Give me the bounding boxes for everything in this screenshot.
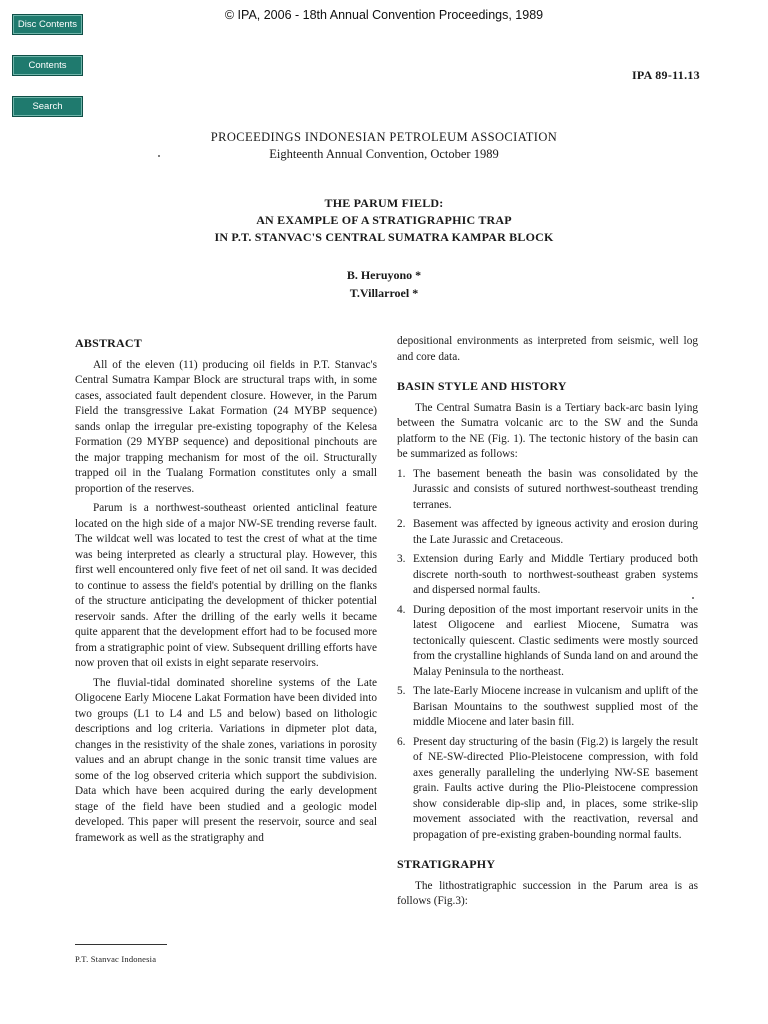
author-1: B. Heruyono * bbox=[346, 268, 422, 282]
title-line-3: IN P.T. STANVAC'S CENTRAL SUMATRA KAMPAR BLOCK bbox=[214, 230, 554, 244]
list-number: 3. bbox=[397, 553, 406, 565]
left-column bbox=[75, 336, 377, 850]
list-item bbox=[397, 735, 698, 844]
list-number: 5. bbox=[397, 685, 406, 697]
list-text: During deposition of the most important reservoir units in the latest Oligocene and earliest Miocene, Sumatra was tectonically quiescent. Clastic sediments were mostly sourced from the crystalline highlands of Sunda land on and around the Malay Peninsula to the northeast. bbox=[413, 603, 698, 678]
list-text: The late-Early Miocene increase in vulcanism and uplift of the Barisan Mountains to the southwest supplied most of the middle Miocene and later basin fill. bbox=[413, 685, 698, 728]
contents-button[interactable]: Contents bbox=[12, 55, 83, 76]
stratigraphy-heading: STRATIGRAPHY bbox=[397, 857, 496, 871]
organization-name: PROCEEDINGS INDONESIAN PETROLEUM ASSOCIATION bbox=[210, 130, 558, 144]
list-text: Basement was affected by igneous activity and erosion during the Late Jurassic and Cretaceous. bbox=[413, 518, 698, 546]
paper-title bbox=[0, 195, 768, 246]
footnote-divider bbox=[75, 944, 167, 945]
scan-speck bbox=[158, 155, 160, 157]
basin-intro: The Central Sumatra Basin is a Tertiary back-arc basin lying between the Sumatra volcanic arc to the SW and the Sunda platform to the NE (Fig. 1). The tectonic history of the basin can be summarized as follows: bbox=[397, 401, 698, 460]
list-text: Extension during Early and Middle Tertiary produced both discrete north-south to northwest-southeast graben systems and dispersed normal faults. bbox=[413, 553, 698, 596]
disc-contents-button[interactable]: Disc Contents bbox=[12, 14, 83, 35]
list-item bbox=[397, 517, 698, 548]
list-number: 2. bbox=[397, 518, 406, 530]
abstract-paragraph: Parum is a northwest-southeast oriented anticlinal feature located on the high side of a major NW-SE trending reverse fault. The wildcat well was located to test the crest of what at the time was being interpreted as clearly a structural play. However, this first well encountered only five feet of net oil sand. It was decided to continue to assess the field's potential by drilling on the flanks of the structure anticipating the development of thicker potential reservoir sands. After the drilling of the early wells it became quite apparent that the development effort had to be focused more from a stratigraphic point of view. Subsequent drilling efforts have now proven that oil exists in eight separate reservoirs. bbox=[75, 502, 377, 669]
list-number: 6. bbox=[397, 735, 406, 748]
abstract-heading: ABSTRACT bbox=[75, 336, 142, 350]
stratigraphy-intro: The lithostratigraphic succession in the Parum area is as follows (Fig.3): bbox=[397, 879, 698, 907]
abstract-continuation: depositional environments as interpreted from seismic, well log and core data. bbox=[397, 335, 698, 363]
basin-heading: BASIN STYLE AND HISTORY bbox=[397, 379, 567, 393]
basin-history-list bbox=[397, 467, 698, 844]
paper-id: IPA 89-11.13 bbox=[631, 68, 700, 82]
convention-line: Eighteenth Annual Convention, October 1989 bbox=[269, 147, 499, 161]
authors bbox=[0, 266, 768, 302]
copyright-banner: © IPA, 2006 - 18th Annual Convention Proceedings, 1989 bbox=[224, 8, 544, 22]
proceedings-header bbox=[0, 130, 768, 162]
abstract-paragraph: The fluvial-tidal dominated shoreline systems of the Late Oligocene Early Miocene Lakat Formation have been divided into two groups (L1 to L4 and L5 and below) based on lithologic descriptions and log criteria. Variations in dipmeter plot data, changes in the resistivity of the shale zones, variations in porosity values and an abrupt change in the sonic transit time values are some of the log observed criteria which support the subdivision. Data which have been acquired during the early development stage of the field have been studied and a geologic model developed. This paper will present the reservoir, source and seal framework as well as the stratigraphy and bbox=[75, 676, 377, 844]
list-item bbox=[397, 552, 698, 599]
right-column bbox=[397, 334, 698, 914]
search-button[interactable]: Search bbox=[12, 96, 83, 117]
list-number: 1. bbox=[397, 467, 406, 480]
author-2: T.Villarroel * bbox=[349, 286, 419, 300]
list-number: 4. bbox=[397, 603, 406, 616]
list-text: The basement beneath the basin was consolidated by the Jurassic and consists of sutured northwest-southeast trending terranes. bbox=[413, 467, 698, 511]
list-item bbox=[397, 684, 698, 731]
title-line-2: AN EXAMPLE OF A STRATIGRAPHIC TRAP bbox=[256, 213, 512, 227]
abstract-paragraph: All of the eleven (11) producing oil fields in P.T. Stanvac's Central Sumatra Kampar Block are structural traps with, in some cases, associated fault dependent closure. However, in the Parum Field the transgressive Lakat Formation (24 MYBP sequence) sands onlap the irregular pre-existing topography of the Kelesa Formation (29 MYBP sequence) and depositional pinchouts are the major trapping mechanism for most of the oil. Structurally trapped oil in the Tualang Formation constitutes only a small proportion of the reserves. bbox=[75, 358, 377, 495]
list-item bbox=[397, 603, 698, 681]
list-item bbox=[397, 467, 698, 514]
footnote: P.T. Stanvac Indonesia bbox=[75, 954, 157, 964]
list-text: Present day structuring of the basin (Fig.2) is largely the result of NE-SW-directed Plio-Pleistocene compression, with fold axes generally paralleling the underlying NW-SE basement grain. Faults active during the Plio-Pleistocene compression show considerable dip-slip and, in places, some strike-slip movement associated with the reactivation, reversal and propagation of pre-existing graben-bounding normal faults. bbox=[413, 735, 698, 841]
title-line-1: THE PARUM FIELD: bbox=[324, 196, 444, 210]
